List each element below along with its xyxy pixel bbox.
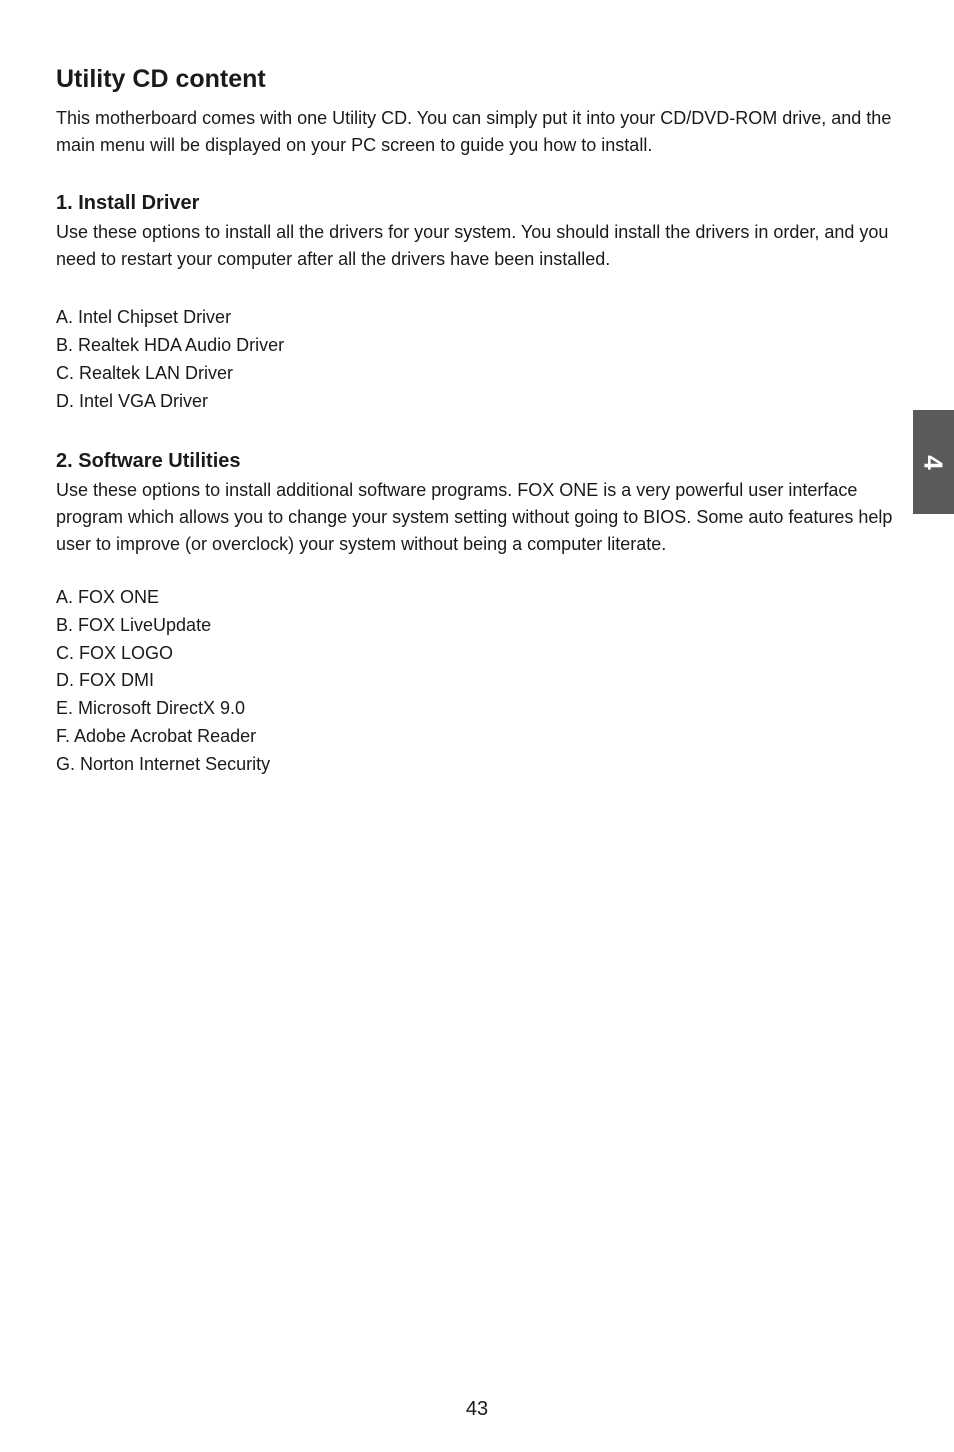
list-item: A. Intel Chipset Driver [56,307,232,327]
list-item: C. Realtek LAN Driver [56,363,234,383]
list-item: D. FOX DMI [56,670,154,691]
list-item: F. Adobe Acrobat Reader [56,725,257,746]
intro-paragraph: This motherboard comes with one Utility CD. You can simply put it into your CD/DVD-ROM drive, and the main menu will be displayed on your PC screen to guide you how to install. [56,108,892,155]
list-item: A. FOX ONE [56,587,160,607]
list-item: C. FOX LOGO [56,642,174,663]
chapter-number: 4 [919,454,949,470]
list-item: G. Norton Internet Security [56,753,271,774]
page-number: 43 [465,1398,489,1420]
software-utilities-heading: 2. Software Utilities [56,450,241,472]
driver-list [56,303,284,415]
list-item: B. FOX LiveUpdate [56,614,212,635]
install-driver-heading: 1. Install Driver [56,192,200,214]
software-utilities-description: Use these options to install additional software programs. FOX ONE is a very powerful user interface program which allows you to change your system setting without going to BIOS. Some auto features help user to improve (or overclock) your system without being a computer literate. [56,480,893,554]
page-title: Utility CD content [56,65,266,93]
software-list [56,584,270,779]
list-item: B. Realtek HDA Audio Driver [56,335,285,355]
install-driver-description: Use these options to install all the drivers for your system. You should install the drivers in order, and you need to restart your computer after all the drivers have been installed. [56,222,889,269]
list-item: E. Microsoft DirectX 9.0 [56,698,246,719]
chapter-tab [913,410,954,514]
list-item: D. Intel VGA Driver [56,391,209,411]
